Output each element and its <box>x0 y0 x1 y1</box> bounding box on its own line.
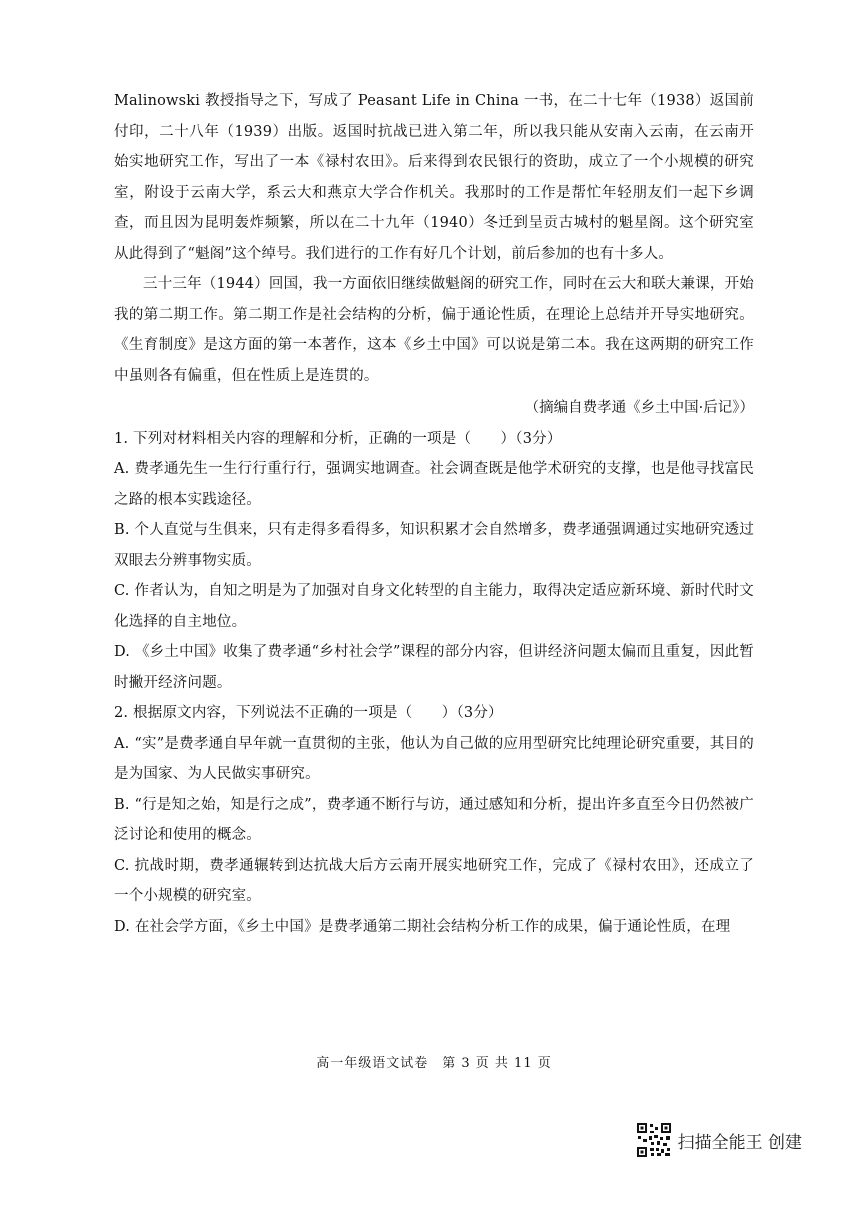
question-1 <box>114 424 754 699</box>
question-stem: 1. 下列对材料相关内容的理解和分析，正确的一项是（ ）（3分） <box>114 430 562 447</box>
scanner-watermark <box>636 1122 802 1158</box>
passage-paragraph-1: Malinowski 教授指导之下，写成了 Peasant Life in China 一书，在二十七年（1938）返国前付印，二十八年（1939）出版。返国时抗战已进入第二年，所以我只能从安南入云南，在云南开始实地研究工作，写出了一本《禄村农田》。后来得到农民银行的资助，成立了一个小规模的研究室，附设于云南大学，系云大和燕京大学合作机关。我那时的工作是帮忙年轻朋友们一起下乡调查，而且因为昆明轰炸频繁，所以在二十九年（1940）冬迁到呈贡古城村的魁星阁。这个研究室从此得到了“魁阁”这个绰号。我们进行的工作有好几个计划，前后参加的也有十多人。 <box>114 93 754 262</box>
passage-paragraph-2: 三十三年（1944）回国，我一方面依旧继续做魁阁的研究工作，同时在云大和联大兼课，开始我的第二期工作。第二期工作是社会结构的分析，偏于通论性质，在理论上总结并开导实地研究。《生育制度》是这方面的第一本著作，这本《乡土中国》可以说是第二本。我在这两期的研究工作中虽则各有偏重，但在性质上是连贯的。 <box>114 276 754 384</box>
option-b: B. “行是知之始，知是行之成”，费孝通不断行与访，通过感知和分析，提出许多直至今日仍然被广泛讨论和使用的概念。 <box>114 796 754 843</box>
option-a: A. “实”是费孝通自早年就一直贯彻的主张，他认为自己做的应用型研究比纯理论研究重要，其目的是为国家、为人民做实事研究。 <box>114 735 754 782</box>
qr-code-icon <box>636 1122 672 1158</box>
question-2 <box>114 698 754 942</box>
option-d: D. 《乡土中国》收集了费孝通“乡村社会学”课程的部分内容，但讲经济问题太偏而且重复，因此暂时撇开经济问题。 <box>114 644 754 691</box>
option-d: D. 在社会学方面，《乡土中国》是费孝通第二期社会结构分析工作的成果，偏于通论性质，在理 <box>114 918 731 935</box>
question-stem: 2. 根据原文内容，下列说法不正确的一项是（ ）（3分） <box>114 705 503 721</box>
option-c: C. 作者认为，自知之明是为了加强对自身文化转型的自主能力，取得决定适应新环境、新时代时文化选择的自主地位。 <box>114 583 754 630</box>
option-a: A. 费孝通先生一生行行重行行，强调实地调查。社会调查既是他学术研究的支撑，也是他寻找富民之路的根本实践途径。 <box>114 461 754 508</box>
option-c: C. 抗战时期，费孝通辗转到达抗战大后方云南开展实地研究工作，完成了《禄村农田》，还成立了一个小规模的研究室。 <box>114 857 754 904</box>
watermark-text: 扫描全能王 创建 <box>677 1132 802 1153</box>
page-footer: 高一年级语文试卷 第 3 页 共 11 页 <box>316 1056 552 1071</box>
page-content <box>114 86 754 942</box>
passage-source: （摘编自费孝通《乡土中国·后记》） <box>524 400 754 416</box>
option-b: B. 个人直觉与生俱来，只有走得多看得多，知识积累才会自然增多，费孝通强调通过实地研究透过双眼去分辨事物实质。 <box>114 522 754 569</box>
